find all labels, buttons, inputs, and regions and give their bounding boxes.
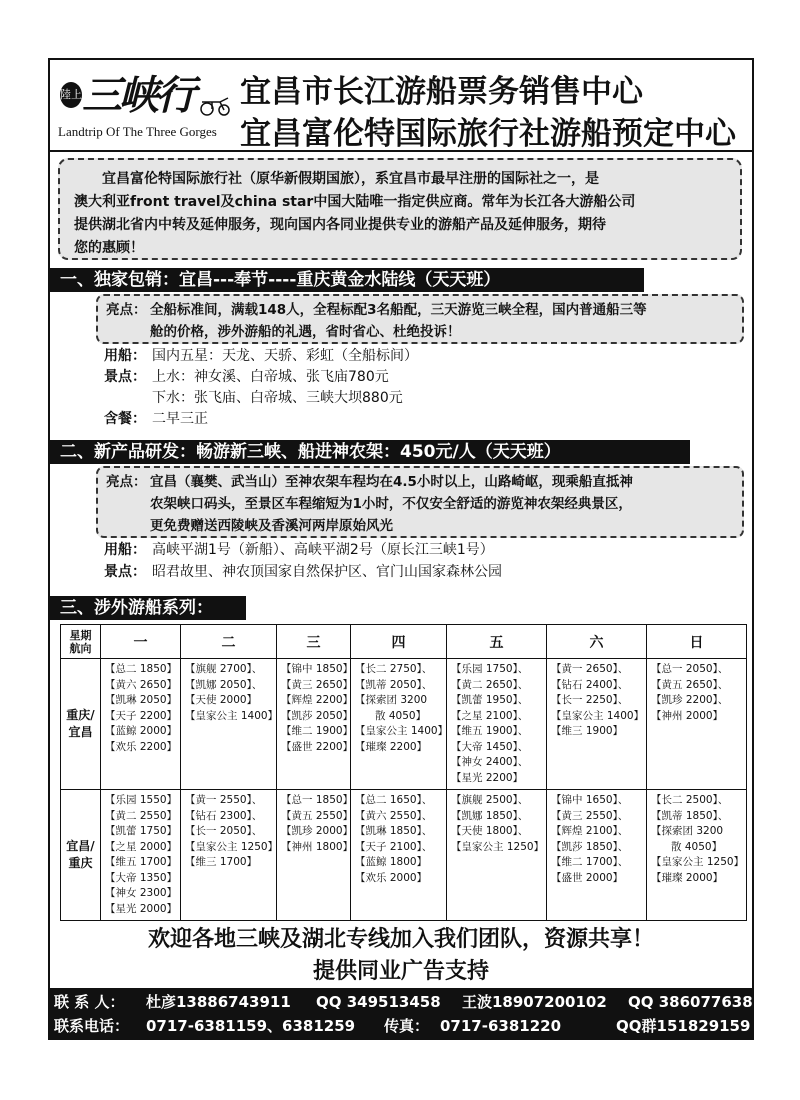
highlight-line: 全船标准间，满载148人，全程标配3名船配，三天游览三峡全程，国内普通船三等 xyxy=(150,302,647,318)
schedule-cell: 【总一 1850】 【黄五 2550】 【凯珍 2000】 【神州 1800】 xyxy=(277,790,351,921)
spot-up-value: 上水：神女溪、白帝城、张飞庙780元 xyxy=(152,369,389,385)
slogan-line-1: 欢迎各地三峡及湖北专线加入我们团队，资源共享！ xyxy=(147,927,654,952)
day-header: 日 xyxy=(647,625,747,659)
ship-label: 用船： xyxy=(104,542,146,558)
schedule-cell: 【旗舰 2700】、 【凯娜 2050】、 【天使 2000】 【皇家公主 1400】 xyxy=(181,659,277,790)
intro-line: 澳大利亚front travel及china star中国大陆唯一指定供应商。常年为长江各大游船公司 xyxy=(74,194,636,210)
intro-line: 提供湖北省内中转及延伸服务，现向国内各同业提供专业的游船产品及延伸服务，期待 xyxy=(74,217,606,233)
qq-1: QQ 349513458 xyxy=(316,993,441,1011)
schedule-cell: 【黄一 2650】、 【钻石 2400】、 【长一 2250】、 【皇家公主 1400】 【维三 1900】 xyxy=(547,659,647,790)
schedule-cell: 【锦中 1850】 【黄三 2650】 【辉煌 2200】 【凯莎 2050】 【维二 1900】 【盛世 2200】 xyxy=(277,659,351,790)
section2-highlight xyxy=(96,466,744,538)
table-row xyxy=(61,790,747,921)
logo-subtitle: Landtrip Of The Three Gorges xyxy=(58,124,217,139)
schedule-cell: 【黄一 2550】、 【钻石 2300】、 【长一 2050】、 【皇家公主 1250】 【维三 1700】 xyxy=(181,790,277,921)
day-header: 六 xyxy=(547,625,647,659)
highlight-line: 农架峡口码头，至景区车程缩短为1小时，不仅安全舒适的游览神农架经典景区， xyxy=(150,496,632,512)
schedule-cell: 【锦中 1650】、 【黄三 2550】、 【辉煌 2100】、 【凯莎 1850】、 【维二 1700】、 【盛世 2000】 xyxy=(547,790,647,921)
ship-label: 用船： xyxy=(104,348,146,364)
highlight-line: 更免费赠送西陵峡及香溪河两岸原始风光 xyxy=(150,518,393,534)
section2-title: 二、新产品研发：畅游新三峡、船进神农架：450元/人（天天班） xyxy=(50,440,690,464)
day-header: 二 xyxy=(181,625,277,659)
intro-box xyxy=(58,158,742,260)
intro-line: 宜昌富伦特国际旅行社（原华新假期国旅），系宜昌市最早注册的国际社之一，是 xyxy=(102,171,599,187)
highlight-line: 宜昌（襄樊、武当山）至神农架车程均在4.5小时以上，山路崎岖，现乘船直抵神 xyxy=(150,474,633,490)
day-header: 四 xyxy=(351,625,447,659)
contact-1: 杜彦13886743911 xyxy=(146,993,291,1011)
highlight-line: 舱的价格，涉外游船的礼遇，省时省心、杜绝投诉！ xyxy=(150,324,461,340)
phone-label: 联系电话： xyxy=(54,1017,130,1035)
schedule-cell: 【总一 2050】、 【黄五 2650】、 【凯珍 2200】、 【神州 2000】 xyxy=(647,659,747,790)
schedule-cell: 【总二 1850】 【黄六 2650】 【凯琳 2050】 【天子 2200】 【蓝鲸 2000】 【欢乐 2200】 xyxy=(101,659,181,790)
ship-value: 高峡平湖1号（新船）、高峡平湖2号（原长江三峡1号） xyxy=(152,542,494,558)
section3-title: 三、涉外游船系列： xyxy=(50,596,246,620)
carriage-icon xyxy=(198,94,234,116)
qq-group: QQ群151829159 xyxy=(616,1017,751,1035)
table-header-row xyxy=(61,625,747,659)
intro-line: 您的惠顾！ xyxy=(74,240,144,256)
schedule-cell: 【乐园 1550】 【黄二 2550】 【凯蕾 1750】 【之星 2000】 【维五 1700】 【大帝 1350】 【神女 2300】 【星光 2000】 xyxy=(101,790,181,921)
section1-spot-down xyxy=(104,388,403,409)
section1-highlight xyxy=(96,294,744,344)
spot-down-value: 下水：张飞庙、白帝城、三峡大坝880元 xyxy=(152,390,403,406)
schedule-cell: 【总二 1650】、 【黄六 2550】、 【凯琳 1850】、 【天子 2100】、 【蓝鲸 1800】 【欢乐 2000】 xyxy=(351,790,447,921)
contact-footer xyxy=(48,988,754,1040)
section2-spot xyxy=(104,562,502,583)
ship-value: 国内五星：天龙、天骄、彩虹（全船标间） xyxy=(152,348,418,364)
schedule-cell: 【长二 2500】、 【凯蒂 1850】、 【探索团 3200 散 4050】 【皇家公主 1250】 【璀璨 2000】 xyxy=(647,790,747,921)
day-header: 三 xyxy=(277,625,351,659)
logo-script: 三峡行 xyxy=(82,72,193,119)
fax-label: 传真： xyxy=(384,1017,430,1035)
meal-value: 二早三正 xyxy=(152,411,208,427)
logo xyxy=(56,68,234,148)
contact-2: 王波18907200102 xyxy=(462,993,607,1011)
schedule-cell: 【乐园 1750】、 【黄二 2650】、 【凯蕾 1950】、 【之星 2100】、 【维五 1900】、 【大帝 1450】、 【神女 2400】、 【星光 2200】 xyxy=(447,659,547,790)
day-header: 五 xyxy=(447,625,547,659)
spot-label: 景点： xyxy=(104,369,146,385)
section1-spot-up xyxy=(104,367,389,388)
contact-label: 联 系 人： xyxy=(54,993,125,1011)
meal-label: 含餐： xyxy=(104,411,146,427)
qq-2: QQ 386077638 xyxy=(628,993,753,1011)
section1-ship xyxy=(104,346,418,367)
spot-value: 昭君故里、神农顶国家自然保护区、官门山国家森林公园 xyxy=(152,564,502,580)
phone-value: 0717-6381159、6381259 xyxy=(146,1017,356,1035)
highlight-key: 亮点： xyxy=(106,302,147,318)
cruise-schedule-table xyxy=(60,624,747,921)
section2-ship xyxy=(104,540,494,561)
day-header: 一 xyxy=(101,625,181,659)
section1-title: 一、独家包销：宜昌---奉节----重庆黄金水陆线（天天班） xyxy=(50,268,644,292)
page-title-2: 宜昌富伦特国际旅行社游船预定中心 xyxy=(240,116,736,152)
fax-value: 0717-6381220 xyxy=(440,1017,562,1035)
header-divider xyxy=(48,150,754,152)
schedule-cell: 【长二 2750】、 【凯蒂 2050】、 【探索团 3200 散 4050】 【皇家公主 1400】 【璀璨 2200】 xyxy=(351,659,447,790)
section1-meal xyxy=(104,409,208,430)
slogan-line-2: 提供同业广告支持 xyxy=(312,959,489,984)
logo-seal: 陸上 xyxy=(60,82,82,108)
route-label: 重庆/宜昌 xyxy=(61,659,101,790)
route-label: 宜昌/重庆 xyxy=(61,790,101,921)
corner-header: 星期 航向 xyxy=(61,625,101,659)
table-row xyxy=(61,659,747,790)
spot-label: 景点： xyxy=(104,564,146,580)
schedule-cell: 【旗舰 2500】、 【凯娜 1850】、 【天使 1800】、 【皇家公主 1250】 xyxy=(447,790,547,921)
page-title-1: 宜昌市长江游船票务销售中心 xyxy=(240,74,643,110)
highlight-key: 亮点： xyxy=(106,474,147,490)
